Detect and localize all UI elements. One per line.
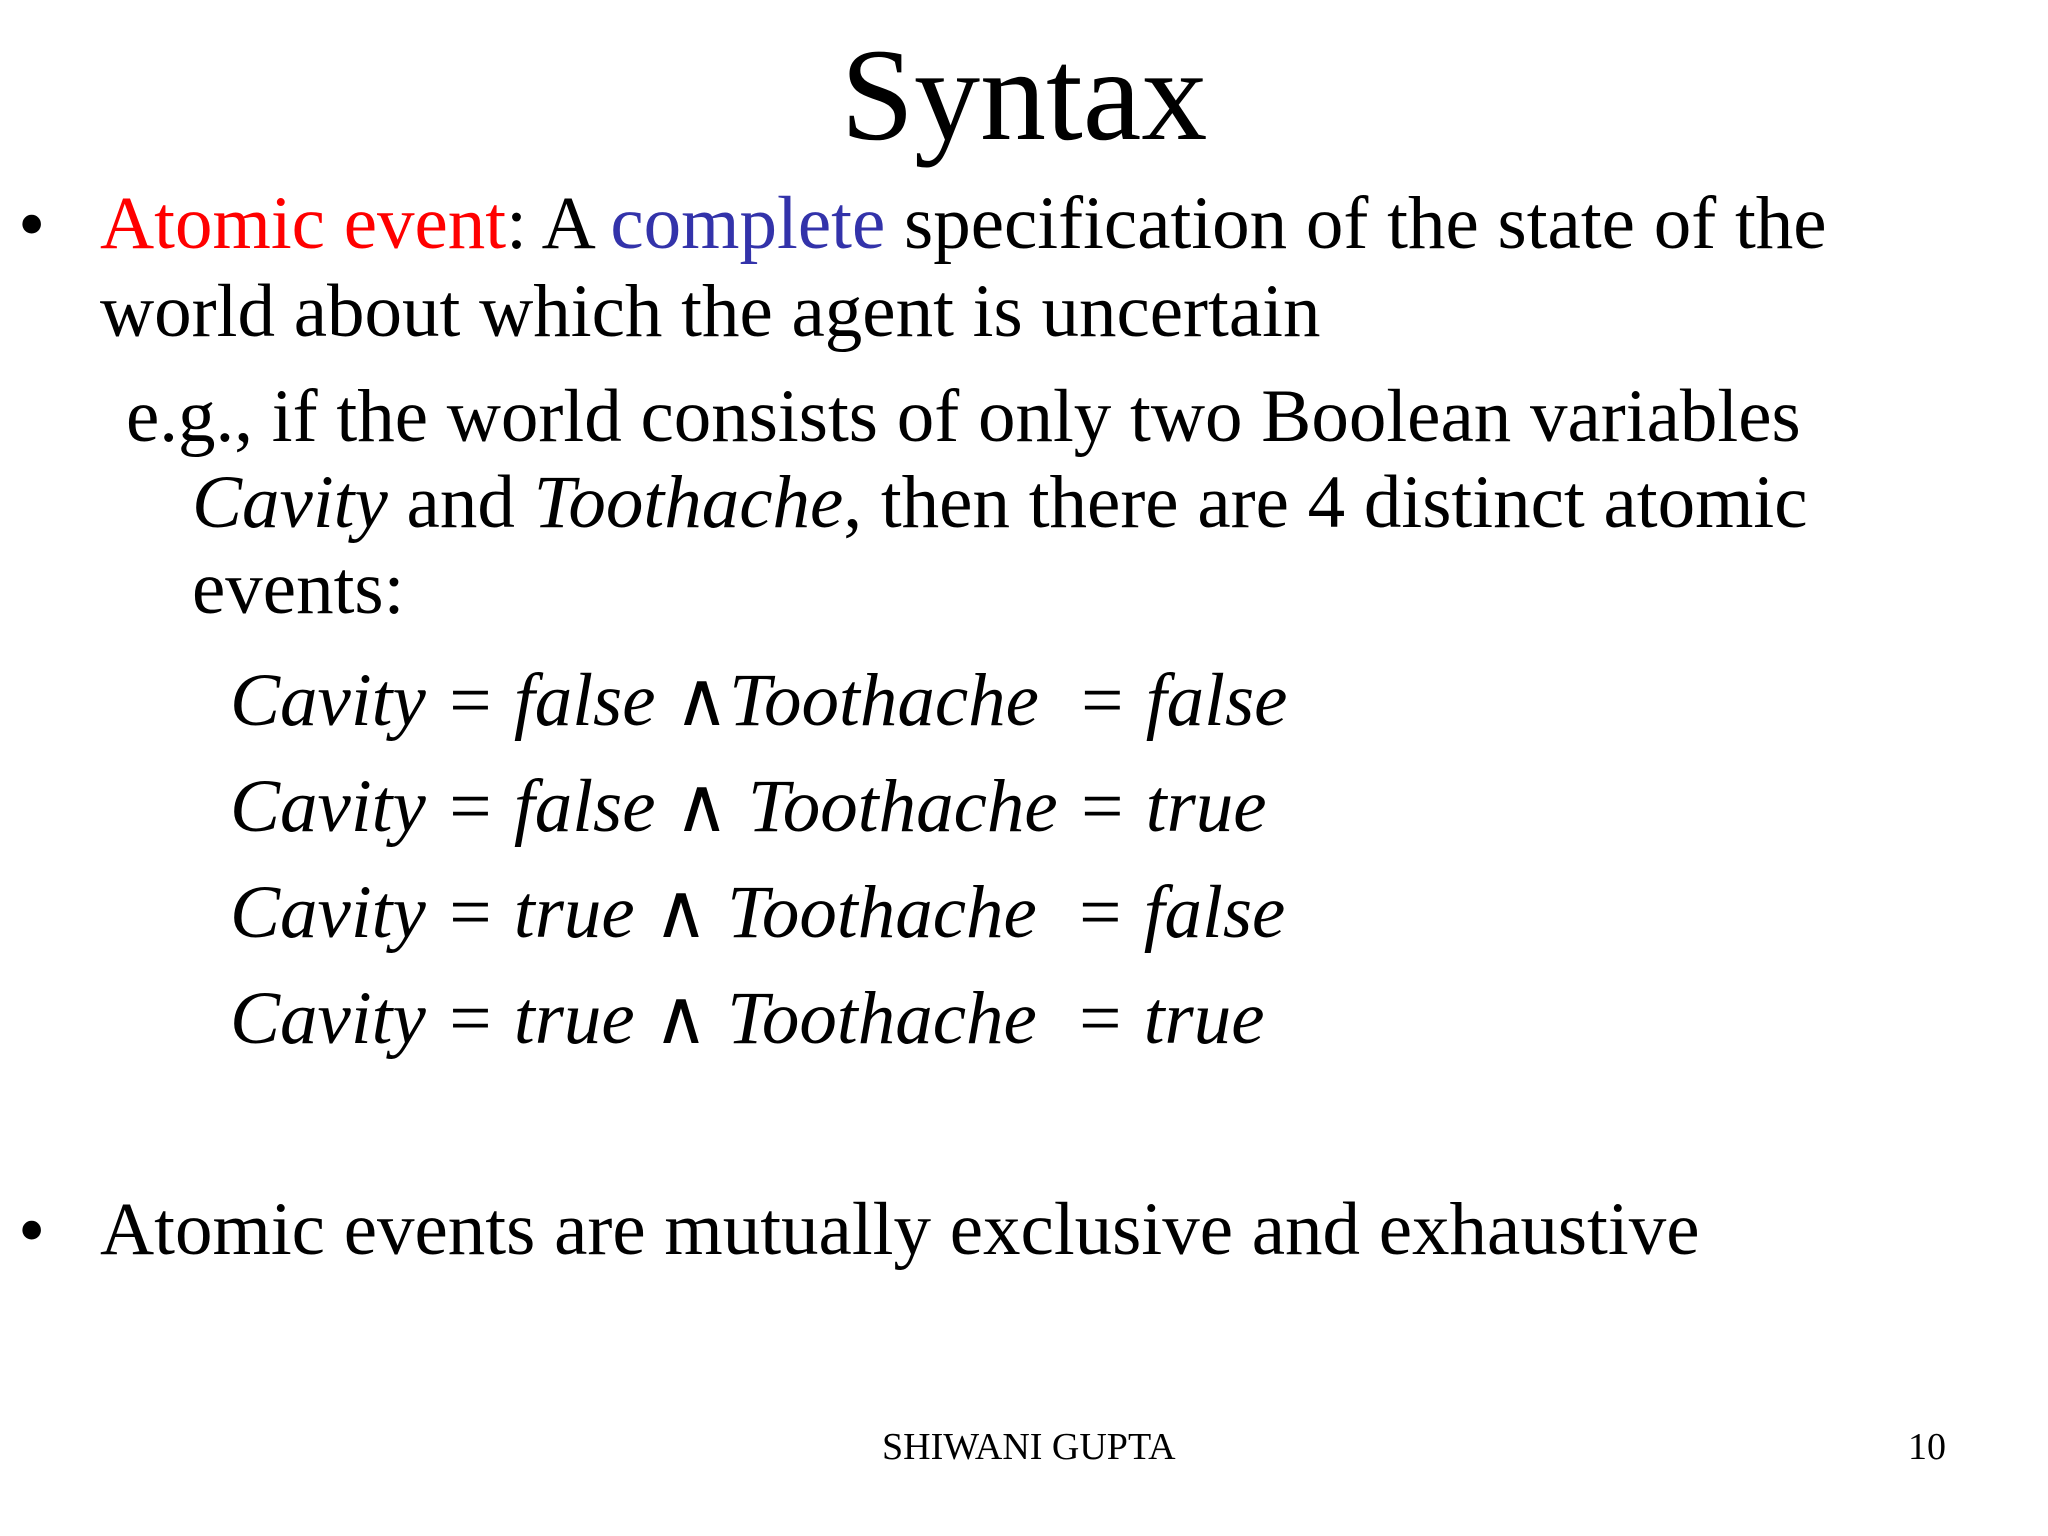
bullet-dot-icon: • xyxy=(18,180,46,267)
example-line2 xyxy=(126,460,1926,546)
atomic-events-list xyxy=(230,648,1630,1072)
example-rest: , then there are 4 distinct atomic xyxy=(843,461,1808,544)
var-toothache: Toothache xyxy=(533,461,844,544)
var-cavity: Cavity xyxy=(192,461,388,544)
example-line1: e.g., if the world consists of only two Boolean variables xyxy=(126,375,1801,458)
example-line3: events: xyxy=(192,547,405,630)
bullet-atomic-event-text xyxy=(100,180,2008,356)
atomic-event-4: Cavity = true ∧ Toothache = true xyxy=(230,977,1265,1060)
atomic-event-3: Cavity = true ∧ Toothache = false xyxy=(230,871,1286,954)
bullet-atomic-event xyxy=(18,180,2008,356)
colon-a: : A xyxy=(506,182,611,265)
term-atomic-event: Atomic event xyxy=(100,182,507,265)
bullet-dot-icon: • xyxy=(18,1186,46,1273)
term-complete: complete xyxy=(610,182,886,265)
bullet1-rest: specification of the state of the xyxy=(885,182,1827,265)
footer-author: SHIWANI GUPTA xyxy=(882,1426,1176,1468)
example-block xyxy=(126,374,1926,632)
atomic-event-1: Cavity = false ∧Toothache = false xyxy=(230,659,1288,742)
bullet-mutually-exclusive-text: Atomic events are mutually exclusive and exhaustive xyxy=(100,1188,1700,1271)
atomic-event-2: Cavity = false ∧ Toothache = true xyxy=(230,765,1267,848)
bullet1-line2: world about which the agent is uncertain xyxy=(100,270,1321,353)
example-and: and xyxy=(387,461,534,544)
footer-page-number: 10 xyxy=(1908,1426,1946,1468)
bullet-mutually-exclusive xyxy=(18,1186,2008,1274)
slide-title: Syntax xyxy=(840,21,1208,168)
